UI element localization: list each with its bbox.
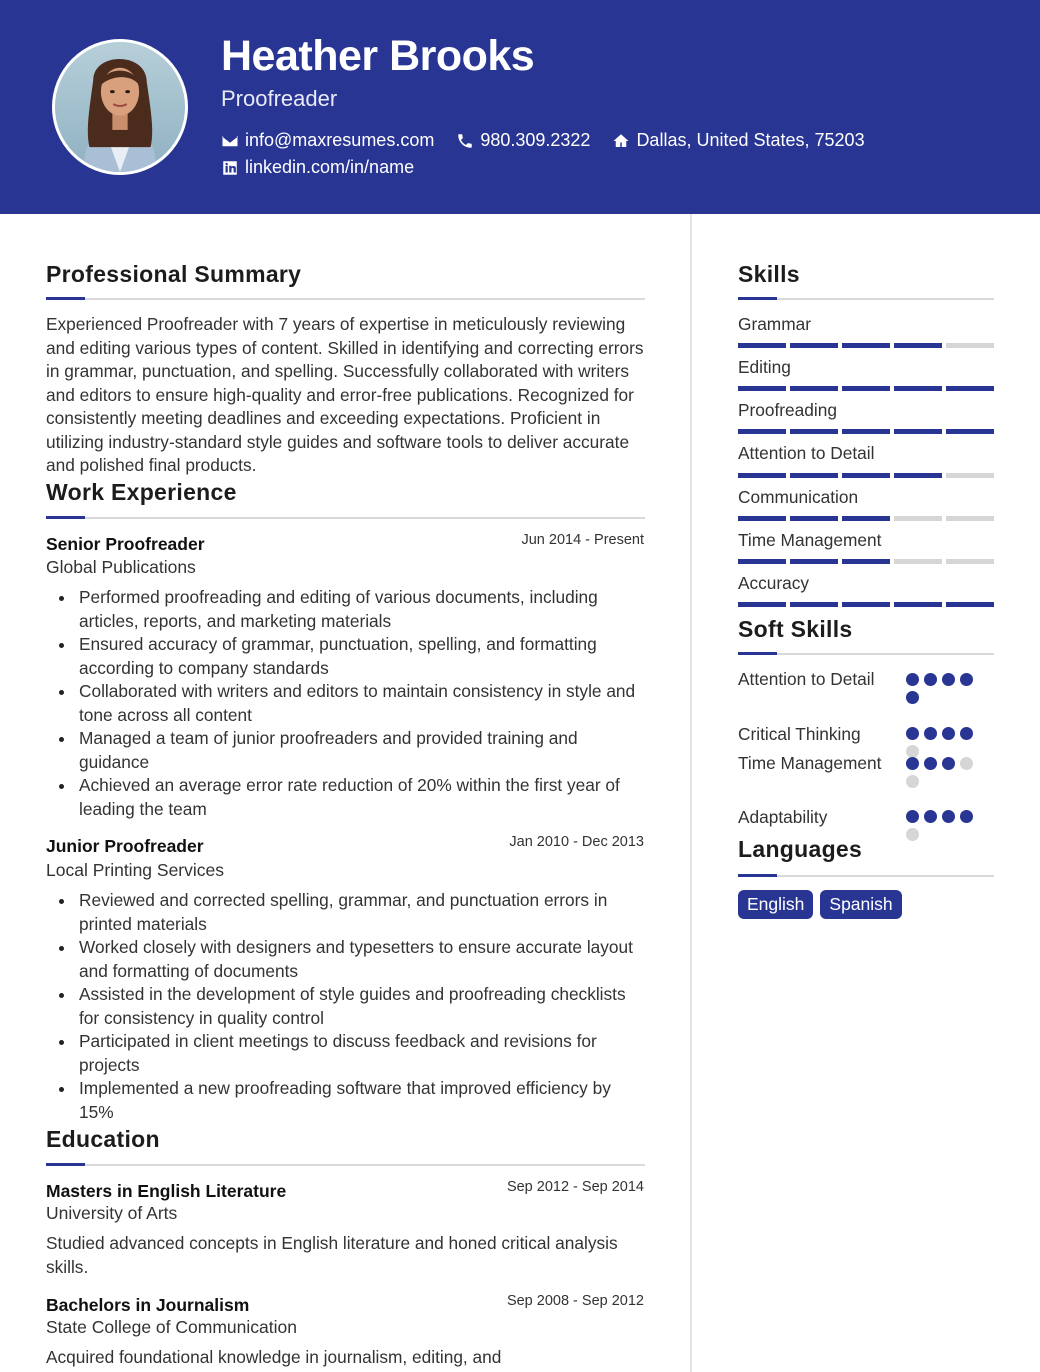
rating-dot [942, 727, 955, 740]
summary-rule-accent [46, 297, 85, 300]
skill-segment [894, 559, 942, 564]
rating-dot [906, 691, 919, 704]
skill-segment [842, 602, 890, 607]
summary-rule [46, 298, 645, 300]
rating-dot [942, 673, 955, 686]
education-rule [46, 1164, 645, 1166]
skill-segment [894, 602, 942, 607]
skill-segment [842, 516, 890, 521]
column-divider [690, 214, 692, 1372]
experience-heading: Work Experience [46, 479, 237, 505]
resume-header [0, 0, 1040, 214]
rating-dot [924, 727, 937, 740]
skill-segment [946, 429, 994, 434]
envelope-icon [221, 132, 239, 150]
skill-label: Time Management [738, 530, 882, 550]
degree-title: Masters in English Literature [46, 1181, 287, 1201]
skill-segment [842, 429, 890, 434]
phone-icon [456, 132, 474, 150]
skill-segment [842, 473, 890, 478]
school-name: University of Arts [46, 1203, 178, 1223]
skills-rule-accent [738, 297, 777, 300]
skill-segment [790, 516, 838, 521]
rating-dot [906, 757, 919, 770]
skill-level-bar [738, 473, 994, 478]
rating-dot [906, 810, 919, 823]
soft-skill-label: Adaptability [738, 807, 828, 827]
list-item: Worked closely with designers and typesetters to ensure accurate layout and formatting of documents [46, 936, 646, 983]
list-item: Implemented a new proofreading software that improved efficiency by 15% [46, 1077, 646, 1124]
education-heading: Education [46, 1126, 160, 1152]
soft-skill-rating [906, 727, 986, 758]
skill-segment [738, 343, 786, 348]
rating-dot [942, 810, 955, 823]
list-item: Participated in client meetings to discuss feedback and revisions for projects [46, 1030, 646, 1077]
candidate-role: Proofreader [221, 86, 338, 111]
skill-segment [894, 429, 942, 434]
list-item: Assisted in the development of style guides and proofreading checklists for consistency in quality control [46, 983, 646, 1030]
soft-skill-label: Attention to Detail [738, 669, 875, 689]
skill-label: Attention to Detail [738, 443, 875, 463]
degree-title: Bachelors in Journalism [46, 1295, 250, 1315]
skill-segment [738, 473, 786, 478]
rating-dot [924, 673, 937, 686]
school-name: State College of Communication [46, 1317, 297, 1337]
skill-segment [842, 559, 890, 564]
education-rule-accent [46, 1163, 85, 1166]
candidate-name: Heather Brooks [221, 32, 535, 80]
skill-segment [790, 429, 838, 434]
job-title: Senior Proofreader [46, 534, 205, 554]
summary-text: Experienced Proofreader with 7 years of expertise in meticulously reviewing and editing various types of content. Skilled in identifying and correcting errors in grammar, punctuation, and spelling. Successfully collaborated with writers and editors to ensure high-quality and error-free publications. Recognized for consistently meeting deadlines and exceeding expectations. Proficient in utilizing industry-standard style guides and software tools to deliver accurate and polished final products. [46, 314, 644, 475]
job-dates: Jan 2010 - Dec 2013 [509, 834, 644, 850]
summary-heading: Professional Summary [46, 261, 302, 287]
job-title: Junior Proofreader [46, 836, 204, 856]
soft-skill-rating [906, 810, 986, 841]
degree-dates: Sep 2008 - Sep 2012 [506, 1293, 644, 1309]
rating-dot [924, 757, 937, 770]
job-company: Local Printing Services [46, 860, 224, 880]
skill-segment [790, 343, 838, 348]
location-text: Dallas, United States, 75203 [636, 130, 865, 150]
list-item: Ensured accuracy of grammar, punctuation, spelling, and formatting according to company standards [46, 633, 646, 680]
languages-heading: Languages [738, 836, 863, 862]
rating-dot [960, 757, 973, 770]
skill-label: Editing [738, 357, 791, 377]
skill-level-bar [738, 343, 994, 348]
skill-level-bar [738, 602, 994, 607]
soft-skill-rating [906, 757, 986, 788]
skill-label: Proofreading [738, 400, 837, 420]
skill-label: Communication [738, 487, 859, 507]
skill-segment [790, 386, 838, 391]
language-tag: Spanish [820, 890, 901, 919]
rating-dot [960, 727, 973, 740]
linkedin-text: linkedin.com/in/name [245, 157, 415, 177]
rating-dot [906, 673, 919, 686]
list-item: Achieved an average error rate reduction of 20% within the first year of leading the team [46, 774, 646, 821]
rating-dot [924, 810, 937, 823]
rating-dot [960, 673, 973, 686]
soft-skill-label: Time Management [738, 753, 882, 773]
skill-segment [894, 516, 942, 521]
linkedin-icon [221, 159, 239, 177]
home-icon [612, 132, 630, 150]
job-company: Global Publications [46, 557, 196, 577]
skills-heading: Skills [738, 261, 800, 287]
skill-segment [946, 516, 994, 521]
degree-description: Studied advanced concepts in English literature and honed critical analysis skills. [46, 1233, 618, 1277]
contact-row-2 [221, 157, 436, 178]
skill-segment [738, 516, 786, 521]
skill-label: Accuracy [738, 573, 810, 593]
degree-dates: Sep 2012 - Sep 2014 [506, 1179, 644, 1195]
skill-level-bar [738, 386, 994, 391]
skill-segment [790, 602, 838, 607]
job-bullets [46, 586, 646, 821]
linkedin-contact[interactable] [221, 157, 414, 178]
contact-row [221, 130, 887, 151]
skill-segment [894, 386, 942, 391]
skill-segment [790, 559, 838, 564]
list-item: Performed proofreading and editing of various documents, including articles, reports, and marketing materials [46, 586, 646, 633]
skill-segment [946, 559, 994, 564]
skill-segment [790, 473, 838, 478]
job-dates: Jun 2014 - Present [521, 532, 644, 548]
rating-dot [942, 757, 955, 770]
degree-description: Acquired foundational knowledge in journalism, editing, and [46, 1347, 502, 1367]
soft-skill-label: Critical Thinking [738, 724, 861, 744]
soft-skills-heading: Soft Skills [738, 616, 853, 642]
language-tags [738, 890, 902, 919]
language-tag: English [738, 890, 813, 919]
rating-dot [906, 727, 919, 740]
skill-segment [946, 473, 994, 478]
list-item: Managed a team of junior proofreaders and provided training and guidance [46, 727, 646, 774]
phone-text: 980.309.2322 [480, 130, 591, 150]
skill-segment [842, 343, 890, 348]
skill-segment [738, 386, 786, 391]
rating-dot [906, 775, 919, 788]
list-item: Reviewed and corrected spelling, grammar, and punctuation errors in printed materials [46, 889, 646, 936]
list-item: Collaborated with writers and editors to maintain consistency in style and tone across all content [46, 680, 646, 727]
skill-label: Grammar [738, 314, 811, 334]
skill-level-bar [738, 516, 994, 521]
skill-segment [842, 386, 890, 391]
skill-segment [894, 343, 942, 348]
portrait-image [55, 42, 185, 172]
skill-level-bar [738, 429, 994, 434]
skill-segment [946, 386, 994, 391]
languages-rule-accent [738, 874, 777, 877]
skill-segment [894, 473, 942, 478]
job-bullets [46, 889, 646, 1124]
profile-photo [52, 39, 188, 175]
skill-segment [738, 559, 786, 564]
skill-segment [738, 429, 786, 434]
rating-dot [906, 828, 919, 841]
skill-level-bar [738, 559, 994, 564]
experience-rule [46, 517, 645, 519]
skill-segment [738, 602, 786, 607]
skill-segment [946, 602, 994, 607]
rating-dot [960, 810, 973, 823]
phone-contact[interactable] [456, 130, 590, 151]
experience-rule-accent [46, 516, 85, 519]
email-text: info@maxresumes.com [245, 130, 435, 150]
soft-skill-rating [906, 673, 986, 704]
email-contact[interactable] [221, 130, 434, 151]
skill-segment [946, 343, 994, 348]
soft-skills-rule-accent [738, 652, 777, 655]
location-contact [612, 130, 864, 151]
